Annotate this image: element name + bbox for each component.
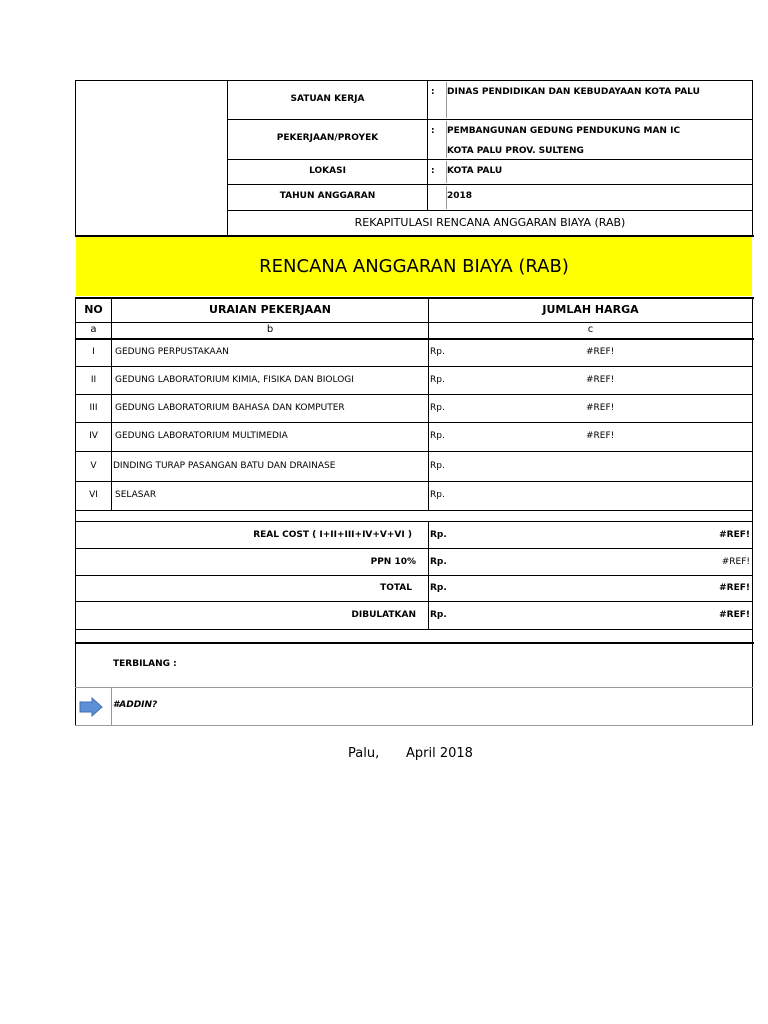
row-desc: GEDUNG LABORATORIUM BAHASA DAN KOMPUTER xyxy=(115,403,345,413)
summary-rp: Rp. xyxy=(430,557,447,567)
rab-banner xyxy=(76,237,752,296)
row-rp: Rp. xyxy=(430,431,445,441)
footer-date: April 2018 xyxy=(406,746,473,761)
row-desc: DINDING TURAP PASANGAN BATU DAN DRAINASE xyxy=(113,461,336,471)
row-rp: Rp. xyxy=(430,375,445,385)
row-no: II xyxy=(90,375,97,385)
row-rp: Rp. xyxy=(430,461,445,471)
value-pekerjaan-proyek: PEMBANGUNAN GEDUNG PENDUKUNG MAN IC xyxy=(447,126,681,136)
summary-rp: Rp. xyxy=(430,583,447,593)
terbilang-value: #ADDIN? xyxy=(113,700,158,710)
row-no: I xyxy=(92,347,95,357)
summary-amount: #REF! xyxy=(719,610,750,620)
col-sub-c: c xyxy=(587,324,594,335)
col-header-no: NO xyxy=(84,303,103,316)
row-rp: Rp. xyxy=(430,490,445,500)
row-no: III xyxy=(89,403,98,413)
row-amount: #REF! xyxy=(586,347,615,357)
summary-label: DIBULATKAN xyxy=(351,610,416,620)
summary-label: PPN 10% xyxy=(370,557,416,567)
col-sub-a: a xyxy=(90,324,97,335)
row-desc: GEDUNG LABORATORIUM MULTIMEDIA xyxy=(115,431,288,441)
col-header-jumlah: JUMLAH HARGA xyxy=(542,303,639,316)
summary-rp: Rp. xyxy=(430,610,447,620)
row-desc: GEDUNG PERPUSTAKAAN xyxy=(115,347,229,357)
row-desc: SELASAR xyxy=(115,490,157,500)
row-no: V xyxy=(90,461,97,471)
banner-title: RENCANA ANGGARAN BIAYA (RAB) xyxy=(259,256,569,277)
summary-amount: #REF! xyxy=(721,557,750,567)
summary-amount: #REF! xyxy=(719,530,750,540)
row-amount: #REF! xyxy=(586,375,615,385)
col-sub-b: b xyxy=(266,324,274,335)
rekapitulasi-subtitle: REKAPITULASI RENCANA ANGGARAN BIAYA (RAB) xyxy=(354,216,626,229)
row-amount: #REF! xyxy=(586,431,615,441)
summary-rp: Rp. xyxy=(430,530,447,540)
colon-satuan-kerja: : xyxy=(431,87,435,97)
colon-pekerjaan-proyek: : xyxy=(431,126,435,136)
footer-place: Palu, xyxy=(348,746,380,761)
label-tahun-anggaran: TAHUN ANGGARAN xyxy=(279,191,376,201)
label-pekerjaan-proyek: PEKERJAAN/PROYEK xyxy=(276,133,379,143)
terbilang-label: TERBILANG : xyxy=(113,659,177,669)
value-satuan-kerja: DINAS PENDIDIKAN DAN KEBUDAYAAN KOTA PALU xyxy=(447,87,700,97)
colon-lokasi: : xyxy=(431,166,435,176)
row-desc: GEDUNG LABORATORIUM KIMIA, FISIKA DAN BIOLOGI xyxy=(115,375,354,385)
row-no: VI xyxy=(89,490,98,500)
row-no: IV xyxy=(89,431,98,441)
row-amount: #REF! xyxy=(586,403,615,413)
summary-label: REAL COST ( I+II+III+IV+V+VI ) xyxy=(253,530,412,540)
right-arrow-icon xyxy=(79,697,103,721)
summary-label: TOTAL xyxy=(380,583,412,593)
col-header-uraian: URAIAN PEKERJAAN xyxy=(209,303,331,316)
value-lokasi: KOTA PALU xyxy=(447,166,503,176)
label-lokasi: LOKASI xyxy=(309,166,346,176)
label-satuan-kerja: SATUAN KERJA xyxy=(290,94,365,104)
value-tahun-anggaran: 2018 xyxy=(447,191,473,201)
summary-amount: #REF! xyxy=(719,583,750,593)
value-pekerjaan-proyek-line2: KOTA PALU PROV. SULTENG xyxy=(447,146,584,156)
row-rp: Rp. xyxy=(430,403,445,413)
row-rp: Rp. xyxy=(430,347,445,357)
